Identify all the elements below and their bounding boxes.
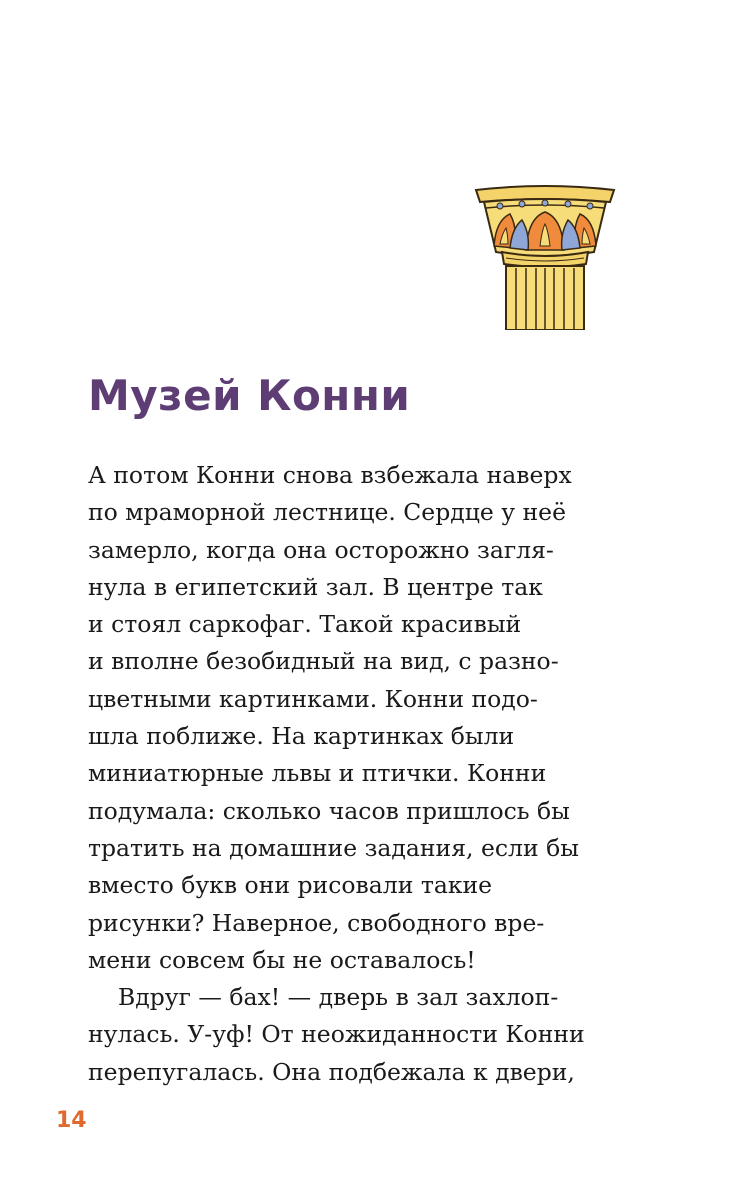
text-line: рисунки? Наверное, свободного вре- [88, 908, 545, 937]
text-line: и стоял саркофаг. Такой красивый [88, 610, 522, 639]
text-line: цветными картинками. Конни подо- [88, 684, 538, 713]
text-line: миниатюрные львы и птички. Конни [88, 759, 547, 788]
text-line-paragraph-start: Вдруг — бах! — дверь в зал захлоп- [118, 983, 559, 1012]
text-line: вместо букв они рисовали такие [88, 871, 493, 900]
text-line: перепугалась. Она подбежала к двери, [88, 1057, 575, 1086]
body-text [88, 457, 648, 1091]
text-line: А потом Конни снова взбежала наверх [88, 461, 572, 489]
text-line: мени совсем бы не оставалось! [88, 945, 476, 974]
text-line: шла поближе. На картинках были [88, 722, 515, 751]
text-line: подумала: сколько часов пришлось бы [88, 796, 570, 825]
page-number: 14 [56, 1108, 87, 1133]
egyptian-column-illustration [470, 180, 620, 330]
text-line: замерло, когда она осторожно загля- [88, 535, 554, 564]
text-line: нулась. У-уф! От неожиданности Конни [88, 1020, 585, 1049]
text-line: по мраморной лестнице. Сердце у неё [88, 498, 566, 527]
chapter-title: Музей Конни [88, 371, 411, 420]
text-line: тратить на домашние задания, если бы [88, 833, 579, 862]
text-line: нула в египетский зал. В центре так [88, 572, 543, 601]
text-line: и вполне безобидный на вид, с разно- [88, 647, 559, 676]
